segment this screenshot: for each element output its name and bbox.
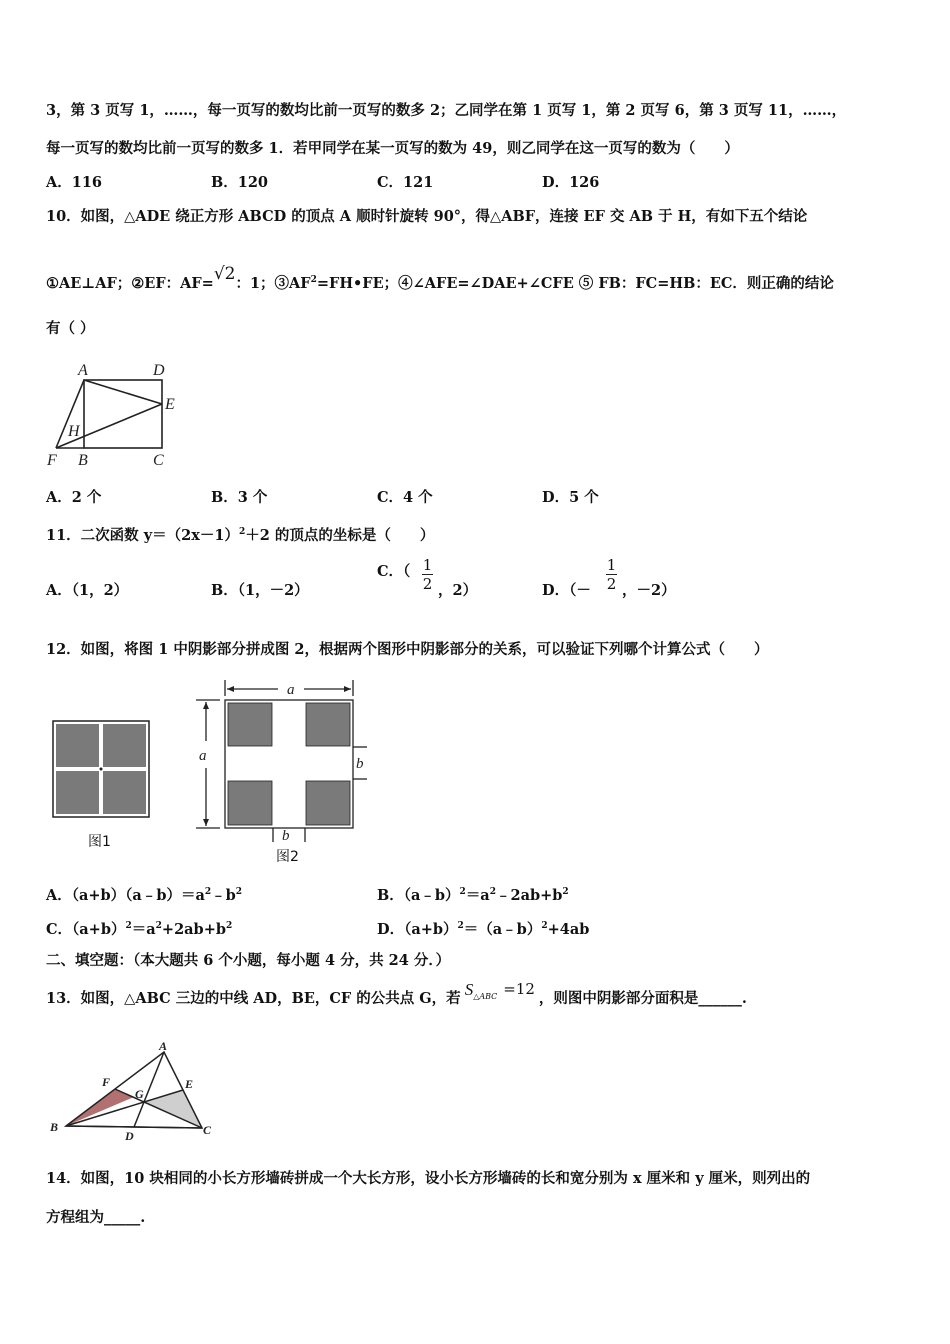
q12-a-mid: ﹣b — [211, 886, 236, 904]
q13-text-b: ，则图中阴影部分面积是______. — [538, 990, 747, 1007]
q12-b-mid: ＝a — [465, 886, 490, 904]
q11-d-post: ，－2） — [622, 582, 676, 599]
q10-line2-text-a: ①AE⊥AF；②EF：AF= — [46, 274, 214, 292]
label-e: E — [165, 396, 175, 413]
q13-triangle-figure — [44, 1040, 224, 1150]
q9-option-a: A．116 — [46, 174, 103, 191]
label-a: A — [78, 362, 88, 379]
q12-option-b — [377, 882, 569, 906]
q14-line2: 方程组为_____. — [46, 1209, 146, 1226]
q13-formula-sub: △ABC — [473, 992, 498, 1001]
q11-sup: 2 — [238, 527, 246, 537]
q10-line3: 有（ ） — [46, 320, 95, 337]
q11-option-b: B．（1，－2） — [211, 582, 309, 599]
q12-line1: 12．如图，将图 1 中阴影部分拼成图 2，根据两个图形中阴影部分的关系，可以验证下列哪个计算公式（ ） — [46, 641, 769, 658]
q11-c-post: ，2） — [438, 582, 478, 599]
q12-b-mid2: ﹣2ab+b — [495, 886, 563, 904]
q10-option-d: D．5 个 — [542, 489, 599, 506]
q12-d-mid2: +4ab — [547, 920, 590, 938]
tri-label-b: B — [50, 1120, 59, 1134]
q10-option-b: B．3 个 — [211, 489, 268, 506]
q10-option-a: A．2 个 — [46, 489, 102, 506]
q11-c-denominator: 2 — [422, 575, 433, 593]
segment-ae — [84, 380, 162, 404]
q12-c-sup: 2 — [125, 921, 132, 931]
q11-c-fraction — [422, 556, 433, 593]
label-d: D — [153, 362, 165, 379]
q12-c-mid2: +2ab+b — [161, 920, 226, 938]
q10-line2-text-c: =FH•FE；④∠AFE=∠DAE+∠CFE ⑤ FB：FC=HB：EC．则正确的结论 — [316, 274, 834, 292]
q12-b-sup: 2 — [459, 887, 466, 897]
tri-label-e: E — [185, 1077, 194, 1091]
q11-text-b: ＋2 的顶点的坐标是（ ） — [245, 526, 435, 544]
q10-line1: 10．如图，△ADE 绕正方形 ABCD 的顶点 A 顺时针旋转 90°，得△ABF，连接 EF 交 AB 于 H，有如下五个结论 — [46, 208, 808, 225]
q12-option-a — [46, 882, 242, 906]
q11-d-numerator: 1 — [606, 556, 617, 574]
q9-option-c: C．121 — [377, 174, 434, 191]
q10-line2-text-b: ：1；③AF — [235, 274, 311, 292]
tri-label-c: C — [203, 1123, 212, 1137]
fig2-label-b-right: b — [356, 756, 364, 772]
q11-text-a: 11．二次函数 y＝（2x－1） — [46, 526, 239, 544]
q12-fig2-caption: 图2 — [276, 849, 299, 865]
q11-c-pre: C．（ — [377, 563, 411, 580]
tri-label-g: G — [135, 1087, 144, 1101]
q12-b-sup2: 2 — [489, 887, 496, 897]
label-h: H — [68, 423, 80, 440]
q11-option-a: A．（1，2） — [46, 582, 129, 599]
q11-option-d-pre: D．（－ — [542, 582, 591, 599]
q12-c-mid: ＝a — [131, 920, 156, 938]
tri-label-f: F — [102, 1075, 111, 1089]
q9-option-b: B．120 — [211, 174, 269, 191]
q11-option-c — [377, 562, 410, 582]
q12-a-sup: 2 — [204, 887, 212, 897]
label-c: C — [153, 452, 164, 469]
q12-figure1 — [52, 720, 152, 820]
q12-b-sup3: 2 — [562, 887, 569, 897]
q10-line2 — [46, 263, 834, 294]
q10-sqrt2: √2 — [213, 263, 236, 284]
tri-label-d: D — [125, 1129, 134, 1143]
q12-option-c — [46, 916, 232, 940]
q12-d-sup: 2 — [457, 921, 464, 931]
q13-line — [46, 980, 747, 1011]
q9-line2: 每一页写的数均比前一页写的数多 1．若甲同学在某一页写的数为 49，则乙同学在这一页写的数为（ ） — [46, 140, 739, 157]
q12-c-sup2: 2 — [155, 921, 162, 931]
q12-c-sup3: 2 — [225, 921, 233, 931]
q13-text-a: 13．如图，△ABC 三边的中线 AD，BE，CF 的公共点 G，若 — [46, 990, 461, 1007]
q10-line2-sup: 2 — [310, 275, 317, 285]
q11-line1 — [46, 522, 434, 546]
q9-line1: 3，第 3 页写 1，……，每一页写的数均比前一页写的数多 2；乙同学在第 1 页写 1，第 2 页写 6，第 3 页写 11，……， — [46, 102, 847, 119]
label-f: F — [47, 452, 57, 469]
q12-d-text: D．（a+b） — [377, 920, 458, 938]
q12-d-sup2: 2 — [541, 921, 548, 931]
q12-figure2 — [190, 676, 370, 846]
q10-square-figure — [44, 358, 194, 470]
q12-c-text: C．（a+b） — [46, 920, 126, 938]
q10-option-c: C．4 个 — [377, 489, 433, 506]
q12-a-sup2: 2 — [235, 887, 243, 897]
q9-option-d: D．126 — [542, 174, 600, 191]
q11-c-numerator: 1 — [422, 556, 433, 574]
fig2-label-b-bottom: b — [282, 828, 290, 844]
q12-b-text: B．（a﹣b） — [377, 886, 460, 904]
q11-d-denominator: 2 — [606, 575, 617, 593]
section2-heading: 二、填空题：（本大题共 6 个小题，每小题 4 分，共 24 分．） — [46, 952, 451, 969]
tri-label-a: A — [159, 1039, 168, 1053]
q13-formula-eq: =12 — [503, 980, 535, 998]
square-abcd — [84, 380, 162, 448]
fig2-label-a-top: a — [287, 682, 295, 698]
label-b: B — [78, 452, 88, 469]
q12-option-d — [377, 916, 589, 940]
q12-d-mid: ＝（a﹣b） — [463, 920, 542, 938]
q12-fig1-caption: 图1 — [88, 834, 111, 850]
q12-a-text: A．（a+b）（a﹣b）＝a — [46, 886, 205, 904]
q14-line1: 14．如图，10 块相同的小长方形墙砖拼成一个大长方形，设小长方形墙砖的长和宽分别为 x 厘米和 y 厘米，则列出的 — [46, 1170, 811, 1187]
q11-d-fraction — [606, 556, 617, 593]
q13-formula-s: S — [464, 980, 474, 999]
fig2-label-a-left: a — [199, 748, 207, 764]
